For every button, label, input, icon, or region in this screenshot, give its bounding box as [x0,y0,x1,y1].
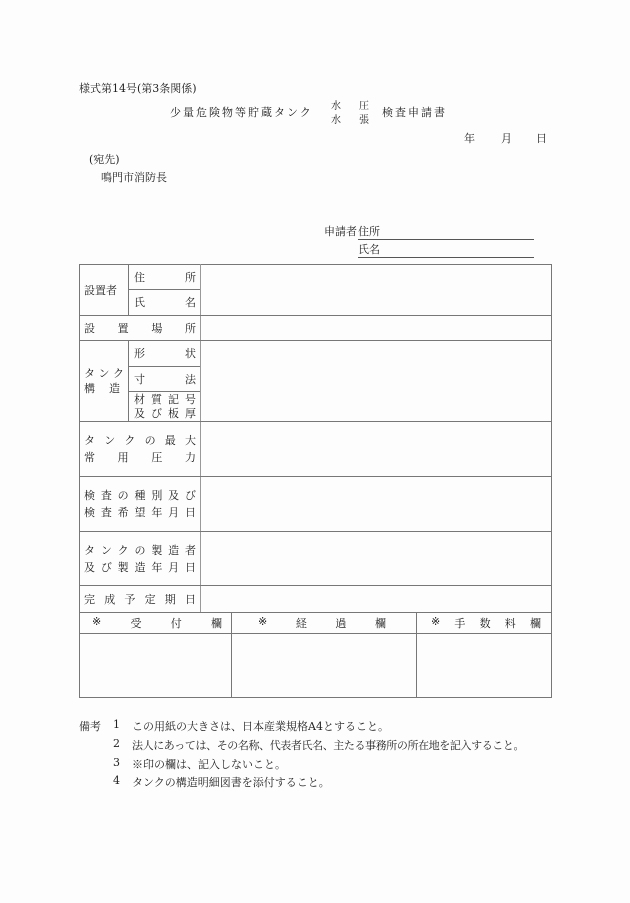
label-char: 力 [184,451,196,464]
label-char: 及 [84,561,95,574]
title-stack-top-right: 圧 [359,101,369,112]
table-cell [134,392,196,406]
note-4-text: タンクの構造明細図書を添付すること。 [132,776,330,789]
label-char: 年 [151,561,163,574]
label-char: 査 [100,489,112,502]
label-char: 材 [134,393,145,406]
label-char: ン [100,544,112,557]
applicant-name-label: 氏名 [358,243,380,256]
inspection-input[interactable] [201,477,551,531]
table-cell [134,289,196,315]
label-char: 希 [117,506,129,519]
location-label [84,320,196,336]
label-char: 月 [168,506,180,519]
label-char: 料 [504,616,516,630]
label-char: 大 [184,434,196,447]
table-border [79,697,552,698]
label-char: 予 [124,592,136,606]
table-cell [84,543,196,557]
applicant-name-field[interactable] [358,241,534,258]
label-char: 名 [185,296,196,309]
label-char: 号 [185,393,196,406]
note-1-text: この用紙の大きさは、日本産業規格A4とすること。 [132,720,389,733]
label-char: 種 [134,489,146,502]
tank-structure-label-2 [84,380,120,396]
label-char: 最 [164,434,176,447]
label-char: ン [104,434,116,447]
label-char: ク [124,434,136,447]
label-char: 日 [184,506,196,519]
label-char: 製 [117,561,129,574]
label-char: 板 [168,407,179,420]
installer-address-label [134,269,196,285]
label-char: 経 [295,616,307,630]
table-cell [84,585,196,612]
material-input[interactable] [201,392,551,421]
manufacturer-label-2 [84,559,196,575]
label-char: の [134,544,146,557]
label-char: ク [113,367,124,380]
label-char: 氏 [134,296,145,309]
addressee-label: (宛先) [89,153,120,166]
max-pressure-label-2 [84,449,196,465]
inspection-label-2 [84,504,196,520]
label-char: 所 [184,321,196,335]
table-cell [92,612,222,633]
shape-input[interactable] [201,341,551,366]
label-char: 別 [151,489,163,502]
inspection-label-1 [84,487,196,503]
label-char: 過 [335,616,347,630]
label-char: 場 [151,321,163,335]
label-char: 欄 [210,616,222,630]
table-cell [84,381,120,395]
notes-label: 備考 [79,720,101,733]
applicant-prefix: 申請者 [324,225,357,238]
label-char: 望 [134,506,146,519]
label-char: 造 [134,561,146,574]
label-char: 寸 [134,372,145,386]
installer-address-input[interactable] [201,265,551,289]
shape-label [134,345,196,361]
label-char: 欄 [375,616,386,630]
installer-name-input[interactable] [201,290,551,315]
label-char: 法 [185,372,196,386]
table-cell [84,560,196,574]
label-char: ※ [92,614,102,628]
max-pressure-label-1 [84,432,196,448]
max-pressure-input[interactable] [201,422,551,476]
label-char: 数 [479,616,491,630]
table-cell [258,612,386,633]
dimensions-input[interactable] [201,367,551,391]
date-month: 月 [501,132,512,145]
installer-label: 設置者 [84,283,117,297]
label-char: 完 [84,592,95,606]
label-char: 成 [104,592,116,606]
label-char: 所 [185,270,196,284]
label-char: 置 [117,321,129,335]
label-char: の [117,489,129,502]
label-char: 造 [109,382,120,395]
date-day: 日 [536,132,547,145]
dimensions-label [134,371,196,387]
table-cell [84,433,196,447]
label-char: 記 [168,393,179,406]
fee-header [431,615,541,631]
label-char: 設 [84,321,95,335]
title-stack-bottom-left: 水 [331,115,341,126]
progress-header [258,615,386,631]
label-char: び [184,489,196,502]
applicant-address-field[interactable] [358,223,534,240]
manufacturer-label-1 [84,542,196,558]
label-char: 月 [168,561,180,574]
installer-name-label [134,294,196,310]
table-cell [84,505,196,519]
label-char: 受 [130,616,142,630]
completion-label [84,591,196,607]
label-char: 製 [151,544,163,557]
label-char: ※ [258,614,268,628]
completion-input[interactable] [201,586,551,612]
label-char: 検 [84,489,95,502]
label-char: 厚 [185,407,196,420]
label-char: 常 [84,451,95,464]
label-char: 期 [164,592,176,606]
table-cell [84,315,196,340]
applicant-address-label: 住所 [358,225,380,238]
fee-area [417,634,551,697]
label-char: 住 [134,270,145,284]
label-char: 日 [184,561,196,574]
table-cell [431,612,541,633]
label-char: 形 [134,347,145,360]
table-cell [84,488,196,502]
label-char: 造 [168,544,180,557]
form-number: 様式第14号(第3条関係) [79,82,197,95]
table-cell [134,366,196,391]
label-char: 者 [184,544,196,557]
label-char: び [151,407,162,420]
manufacturer-input[interactable] [201,532,551,585]
label-char: タ [84,367,95,380]
table-cell [84,366,124,380]
reception-area [80,634,231,697]
label-char: ※ [431,614,441,628]
label-char: 質 [151,393,162,406]
tank-structure-label-1 [84,365,124,381]
label-char: タ [84,434,95,447]
label-char: 及 [168,489,180,502]
label-char: 用 [117,451,129,464]
label-char: ク [117,544,129,557]
note-1-num: 1 [113,718,120,731]
label-char: び [100,561,112,574]
location-input[interactable] [201,316,551,340]
date-year: 年 [464,132,475,145]
title-prefix: 少量危険物等貯蔵タンク [170,106,313,119]
label-char: 状 [185,347,196,360]
table-cell [134,264,196,289]
note-3-text: ※印の欄は、記入しないこと。 [132,758,286,771]
table-border [128,340,129,421]
title-stack-bottom-right: 張 [359,115,369,126]
note-2-num: 2 [113,737,120,750]
note-2-text: 法人にあっては、その名称、代表者氏名、主たる事務所の所在地を記入すること。 [132,739,525,752]
label-char: 手 [454,616,466,630]
label-char: 検 [84,506,95,519]
label-char: 査 [100,506,112,519]
title-stack-top-left: 水 [331,101,341,112]
reception-header [92,615,222,631]
label-char: 及 [134,407,145,420]
table-cell [84,450,196,464]
label-char: ン [98,367,110,380]
note-3-num: 3 [113,756,120,769]
addressee-name: 鳴門市消防長 [101,171,167,184]
note-4-num: 4 [113,774,120,787]
label-char: の [144,434,156,447]
label-char: 定 [144,592,156,606]
material-label-2 [134,405,196,421]
progress-area [232,634,416,697]
label-char: 欄 [529,616,541,630]
label-char: 日 [184,592,196,606]
label-char: 圧 [151,451,163,464]
label-char: タ [84,544,95,557]
table-cell [134,406,196,420]
label-char: 付 [170,616,182,630]
label-char: 年 [151,506,163,519]
table-cell [134,340,196,366]
title-suffix: 検査申請書 [382,106,447,119]
label-char: 構 [84,382,95,395]
